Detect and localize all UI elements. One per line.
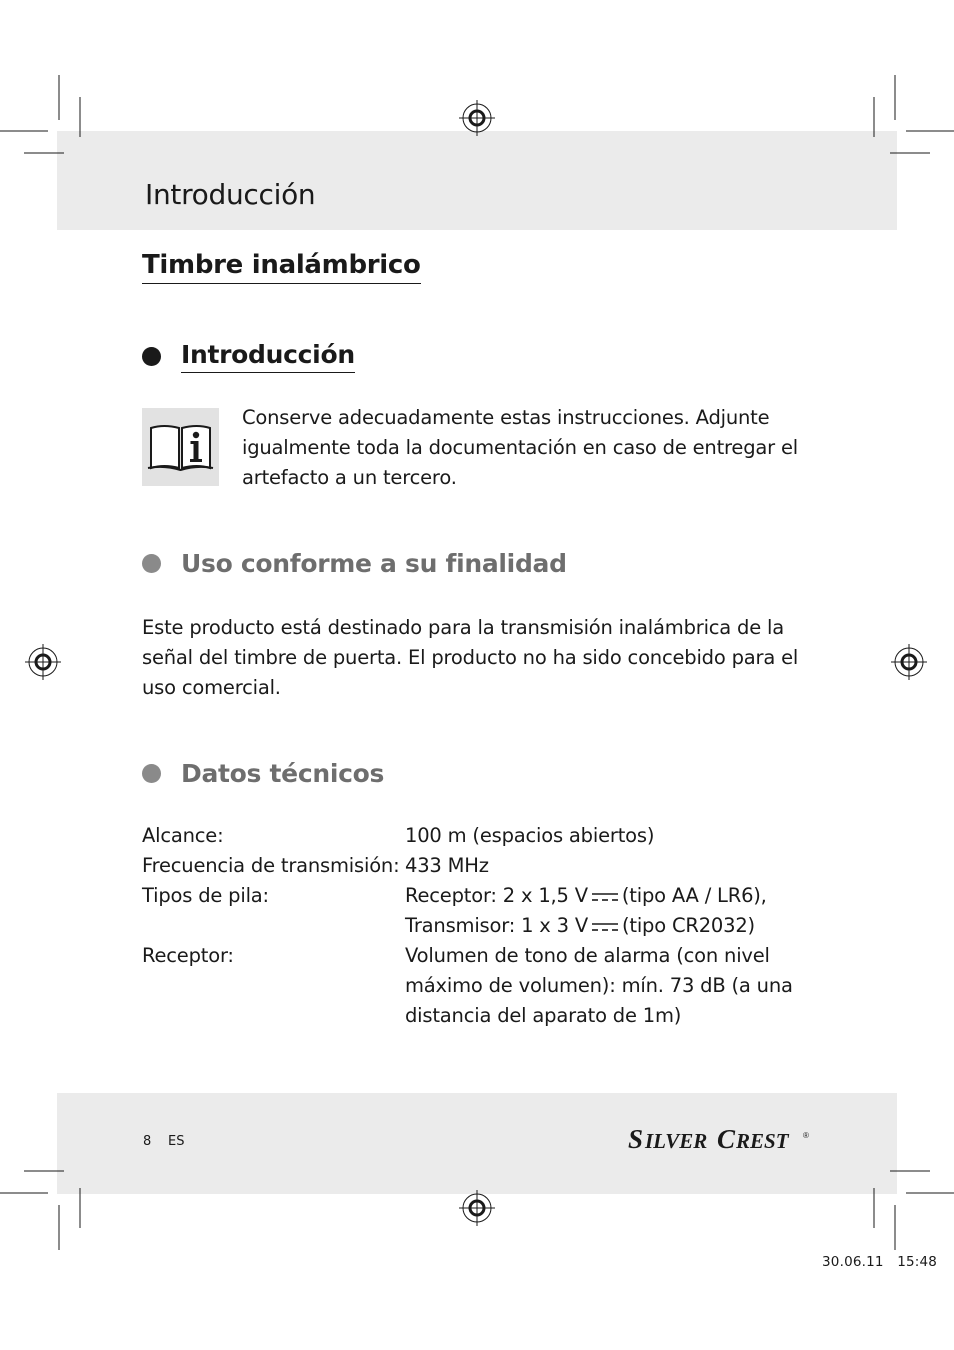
registration-mark-top	[459, 100, 495, 136]
intro-paragraph: Conserve adecuadamente estas instrucciones. Adjunte igualmente toda la documentación en caso de entregar el artefacto a un tercero.	[242, 406, 798, 489]
bullet-icon	[142, 764, 161, 783]
spec-value-frequency: 433 MHz	[405, 854, 489, 877]
dc-symbol-icon	[592, 921, 618, 933]
bullet-icon	[142, 554, 161, 573]
document-title: Timbre inalámbrico	[142, 250, 421, 284]
info-book-icon	[142, 408, 219, 486]
brand-crest-initial: C	[717, 1124, 736, 1154]
registration-mark-left	[25, 644, 61, 680]
print-timestamp: 30.06.11 15:48	[822, 1254, 938, 1270]
silvercrest-logo	[628, 1122, 812, 1154]
running-header-title: Introducción	[145, 178, 316, 211]
section-heading-intro	[142, 340, 355, 373]
bullet-icon	[142, 347, 161, 366]
usage-paragraph: Este producto está destinado para la transmisión inalámbrica de la señal del timbre de puerta. El producto no ha sido concebido para el uso comercial.	[142, 616, 799, 699]
spec-label-battery: Tipos de pila:	[142, 884, 269, 907]
section-heading-specs	[142, 759, 384, 788]
brand-silver: ILVER	[645, 1129, 708, 1153]
spec-value-battery-transmitter: Transmisor: 1 x 3 V (tipo CR2032)	[405, 914, 755, 937]
spec-value-battery-receiver: Receptor: 2 x 1,5 V (tipo AA / LR6),	[405, 884, 767, 907]
brand-first-letter: S	[628, 1124, 644, 1154]
dc-symbol-icon	[592, 891, 618, 903]
section-heading-label: Datos técnicos	[181, 759, 385, 788]
section-heading-label: Introducción	[181, 340, 355, 373]
page-number: 8	[143, 1134, 152, 1149]
section-heading-label: Uso conforme a su finalidad	[181, 549, 567, 578]
registration-mark-right	[891, 644, 927, 680]
spec-label-range: Alcance:	[142, 824, 224, 847]
registration-mark-bottom	[459, 1190, 495, 1226]
section-heading-usage	[142, 549, 567, 578]
spec-label-frequency: Frecuencia de transmisión:	[142, 854, 400, 877]
registered-mark: ®	[803, 1131, 809, 1140]
brand-crest: REST	[736, 1129, 789, 1153]
spec-value-range: 100 m (espacios abiertos)	[405, 824, 655, 847]
spec-value-receiver: Volumen de tono de alarma (con nivel máximo de volumen): mín. 73 dB (a una distancia del aparato de 1m)	[405, 944, 793, 1027]
spec-label-receiver: Receptor:	[142, 944, 234, 967]
language-code: ES	[168, 1134, 185, 1149]
